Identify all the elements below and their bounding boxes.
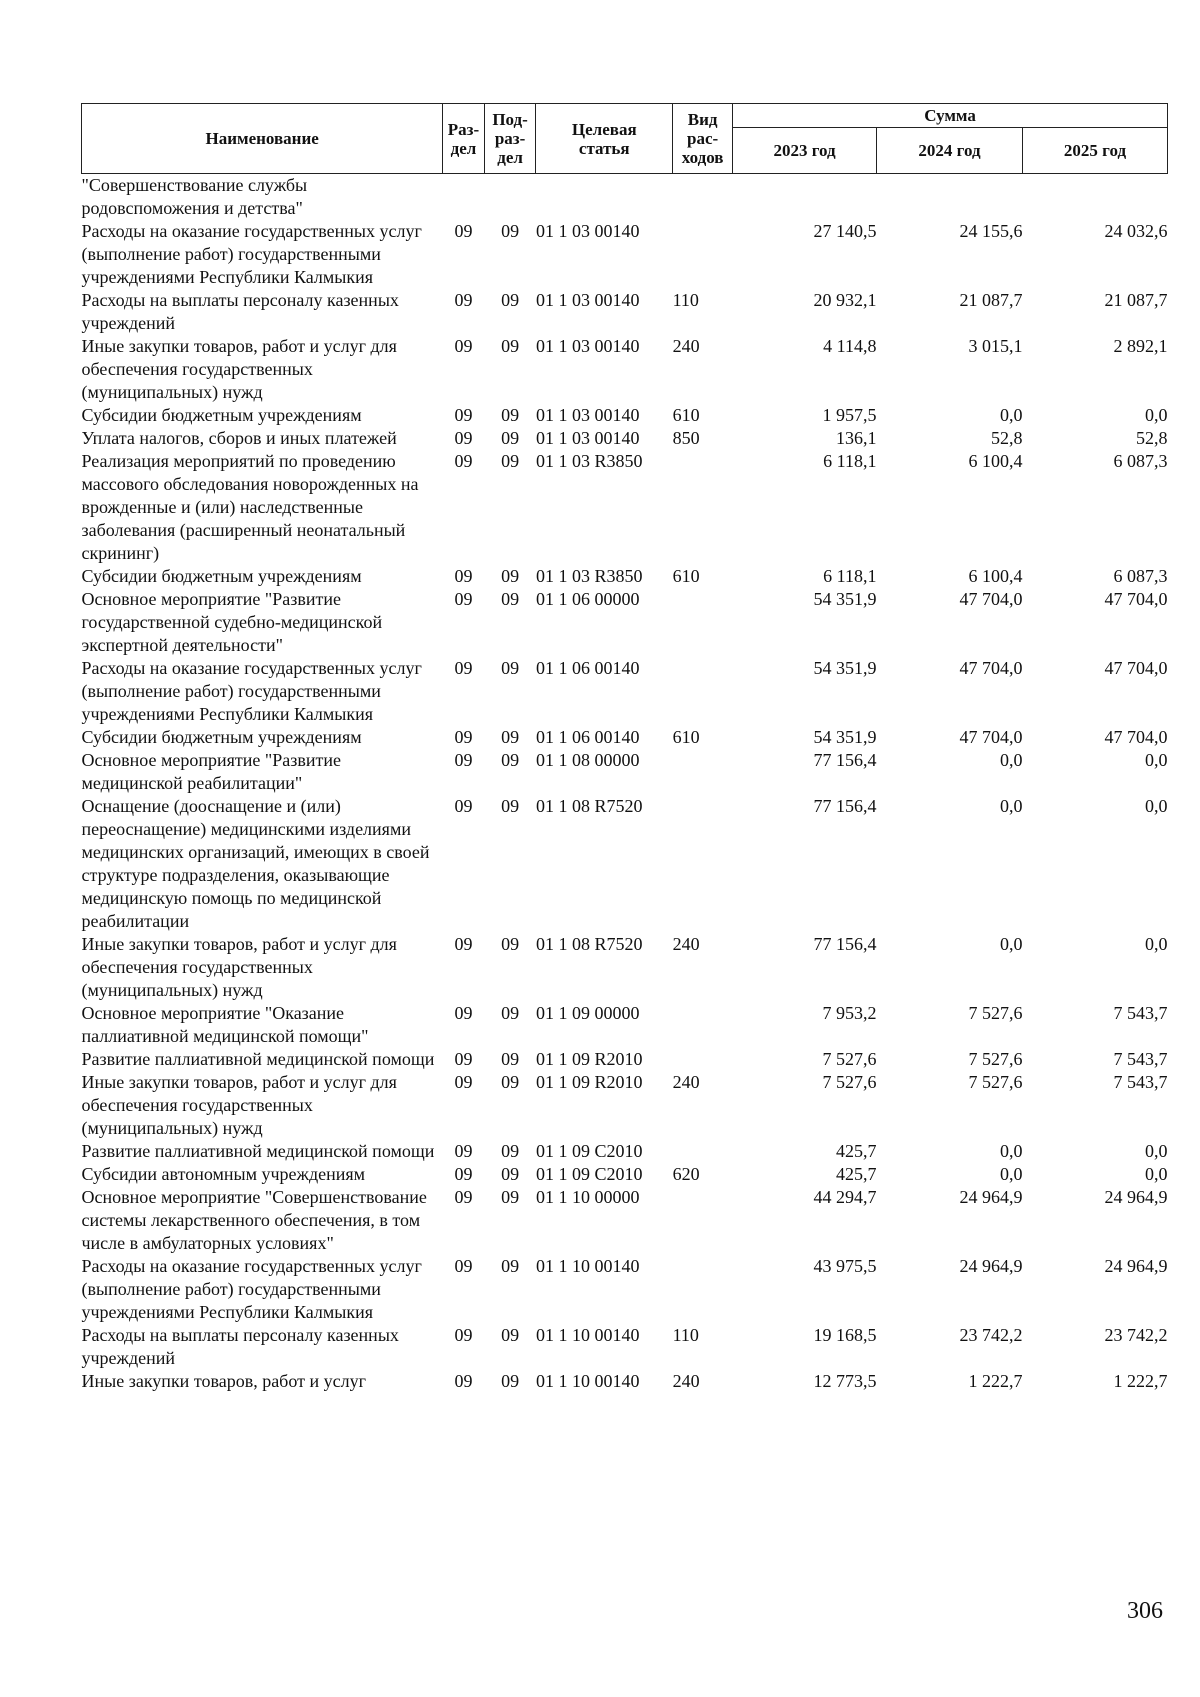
row-podrazdel: 09 (501, 336, 520, 356)
row-sum-2024: 0,0 (999, 1141, 1023, 1161)
row-sum-2024: 7 527,6 (968, 1049, 1023, 1069)
row-podrazdel: 09 (501, 1164, 520, 1184)
row-sum-2025: 24 964,9 (1104, 1256, 1168, 1276)
row-target: 01 1 08 R7520 (535, 934, 643, 954)
row-razdel: 09 (454, 405, 473, 425)
row-target: 01 1 09 C2010 (535, 1141, 643, 1161)
header-vid: Вид рас- ходов (673, 104, 733, 174)
row-sum-2023: 43 975,5 (813, 1256, 877, 1276)
row-vid (673, 1186, 733, 1255)
row-name: Иные закупки товаров, работ и услуг для обеспечения государственных (муниципальных) нужд (81, 336, 397, 402)
row-razdel: 09 (454, 1164, 473, 1184)
header-target: Целевая статья (536, 104, 673, 174)
row-name: Иные закупки товаров, работ и услуг для обеспечения государственных (муниципальных) нужд (81, 1072, 397, 1138)
row-sum-2023: 54 351,9 (813, 727, 877, 747)
row-sum-2024: 0,0 (999, 1164, 1023, 1184)
row-sum-2025: 2 892,1 (1113, 336, 1168, 356)
row-name: Развитие паллиативной медицинской помощи (81, 1049, 435, 1069)
row-target: 01 1 03 00140 (535, 290, 640, 310)
row-sum-2024: 7 527,6 (968, 1072, 1023, 1092)
row-name: Субсидии бюджетным учреждениям (81, 727, 362, 747)
row-razdel: 09 (454, 1325, 473, 1345)
row-sum-2024: 0,0 (999, 750, 1023, 770)
row-podrazdel (484, 174, 536, 221)
row-podrazdel: 09 (501, 727, 520, 747)
row-sum-2025: 7 543,7 (1113, 1003, 1168, 1023)
row-name: Субсидии автономным учреждениям (81, 1164, 366, 1184)
row-sum-2024: 3 015,1 (968, 336, 1023, 356)
row-target: 01 1 03 00140 (535, 428, 640, 448)
table-row (82, 450, 1168, 565)
row-podrazdel: 09 (501, 1187, 520, 1207)
row-target: 01 1 08 00000 (535, 750, 640, 770)
table-row (82, 404, 1168, 427)
row-sum-2025: 7 543,7 (1113, 1049, 1168, 1069)
row-razdel: 09 (454, 1371, 473, 1391)
row-podrazdel: 09 (501, 1256, 520, 1276)
table-row (82, 1140, 1168, 1163)
row-sum-2023: 1 957,5 (822, 405, 877, 425)
row-target: 01 1 03 00140 (535, 221, 640, 241)
row-razdel: 09 (454, 796, 473, 816)
row-sum-2024: 24 964,9 (959, 1187, 1023, 1207)
row-sum-2023 (733, 174, 877, 221)
row-podrazdel: 09 (501, 1049, 520, 1069)
row-sum-2025: 24 032,6 (1104, 221, 1168, 241)
row-name: Основное мероприятие "Оказание паллиативной медицинской помощи" (81, 1003, 369, 1046)
row-podrazdel: 09 (501, 750, 520, 770)
row-target: 01 1 06 00140 (535, 727, 640, 747)
row-podrazdel: 09 (501, 1141, 520, 1161)
table-row (82, 749, 1168, 795)
row-razdel: 09 (454, 290, 473, 310)
row-sum-2024: 0,0 (999, 796, 1023, 816)
row-sum-2025: 7 543,7 (1113, 1072, 1168, 1092)
row-razdel: 09 (454, 566, 473, 586)
row-razdel: 09 (454, 336, 473, 356)
row-sum-2023: 12 773,5 (813, 1371, 877, 1391)
table-row (82, 726, 1168, 749)
table-row (82, 1048, 1168, 1071)
row-sum-2023: 77 156,4 (813, 750, 877, 770)
row-sum-2023: 7 953,2 (822, 1003, 877, 1023)
row-sum-2024: 6 100,4 (968, 566, 1023, 586)
row-name: Расходы на оказание государственных услуг (выполнение работ) государственными учреждениями Республики Калмыкия (81, 221, 422, 287)
table-row (82, 1071, 1168, 1140)
row-podrazdel: 09 (501, 428, 520, 448)
row-sum-2023: 27 140,5 (813, 221, 877, 241)
row-name: Субсидии бюджетным учреждениям (81, 405, 362, 425)
row-sum-2025: 47 704,0 (1104, 727, 1168, 747)
row-sum-2024: 47 704,0 (959, 658, 1023, 678)
row-sum-2025: 47 704,0 (1104, 589, 1168, 609)
row-target: 01 1 10 00140 (535, 1371, 640, 1391)
row-sum-2023: 19 168,5 (813, 1325, 877, 1345)
table-row (82, 1002, 1168, 1048)
row-sum-2023: 54 351,9 (813, 589, 877, 609)
header-name: Наименование (82, 104, 443, 174)
table-row (82, 427, 1168, 450)
row-sum-2023: 54 351,9 (813, 658, 877, 678)
row-name: Основное мероприятие "Совершенствование системы лекарственного обеспечения, в том числе в амбулаторных условиях" (81, 1187, 427, 1253)
table-row (82, 1163, 1168, 1186)
row-sum-2024: 0,0 (999, 405, 1023, 425)
row-target: 01 1 10 00140 (535, 1325, 640, 1345)
row-sum-2024 (877, 174, 1023, 221)
page-number: 306 (1127, 1598, 1163, 1624)
budget-table (81, 103, 1168, 1393)
row-target: 01 1 09 R2010 (535, 1049, 643, 1069)
row-vid (673, 1048, 733, 1071)
row-sum-2023: 425,7 (836, 1141, 877, 1161)
row-sum-2025: 24 964,9 (1104, 1187, 1168, 1207)
row-sum-2025: 0,0 (1145, 1141, 1168, 1161)
table-row (82, 1370, 1168, 1393)
row-name: Основное мероприятие "Развитие государственной судебно-медицинской экспертной деятельности" (81, 589, 383, 655)
table-row (82, 220, 1168, 289)
header-year-2024: 2024 год (877, 128, 1023, 174)
table-row (82, 174, 1168, 221)
row-podrazdel: 09 (501, 290, 520, 310)
row-name: Реализация мероприятий по проведению массового обследования новорожденных на врожденные и (или) наследственные заболевания (расширенный неонатальный скрининг) (81, 451, 419, 563)
row-vid: 240 (672, 1371, 700, 1391)
row-name: Уплата налогов, сборов и иных платежей (81, 428, 397, 448)
row-name: Расходы на выплаты персоналу казенных учреждений (81, 1325, 399, 1368)
row-razdel: 09 (454, 1049, 473, 1069)
row-podrazdel: 09 (501, 658, 520, 678)
row-name: Иные закупки товаров, работ и услуг (81, 1371, 366, 1391)
header-year-2023: 2023 год (733, 128, 877, 174)
row-sum-2025: 0,0 (1145, 934, 1168, 954)
row-vid: 110 (672, 290, 699, 310)
row-razdel: 09 (454, 428, 473, 448)
row-sum-2025: 23 742,2 (1104, 1325, 1168, 1345)
row-vid: 240 (672, 934, 700, 954)
row-sum-2023: 136,1 (836, 428, 877, 448)
row-sum-2024: 23 742,2 (959, 1325, 1023, 1345)
table-header (82, 104, 1168, 174)
row-podrazdel: 09 (501, 1003, 520, 1023)
row-sum-2024: 0,0 (999, 934, 1023, 954)
row-target: 01 1 09 C2010 (535, 1164, 643, 1184)
row-vid (673, 220, 733, 289)
table-row (82, 795, 1168, 933)
row-razdel: 09 (454, 727, 473, 747)
row-vid: 610 (672, 727, 700, 747)
row-razdel: 09 (454, 1003, 473, 1023)
row-podrazdel: 09 (501, 221, 520, 241)
row-vid (673, 1140, 733, 1163)
row-sum-2023: 425,7 (836, 1164, 877, 1184)
row-vid: 610 (672, 566, 700, 586)
table-row (82, 1186, 1168, 1255)
row-vid (673, 795, 733, 933)
row-razdel: 09 (454, 1141, 473, 1161)
row-name: Основное мероприятие "Развитие медицинской реабилитации" (81, 750, 341, 793)
row-razdel: 09 (454, 1187, 473, 1207)
row-sum-2023: 7 527,6 (822, 1049, 877, 1069)
row-name: "Совершенствование службы родовспоможения и детства" (81, 175, 308, 218)
row-name: Расходы на выплаты персоналу казенных учреждений (81, 290, 399, 333)
row-podrazdel: 09 (501, 934, 520, 954)
row-name: Расходы на оказание государственных услуг (выполнение работ) государственными учреждениями Республики Калмыкия (81, 1256, 422, 1322)
row-target: 01 1 09 R2010 (535, 1072, 643, 1092)
row-target: 01 1 09 00000 (535, 1003, 640, 1023)
row-sum-2023: 77 156,4 (813, 796, 877, 816)
row-razdel: 09 (454, 658, 473, 678)
row-razdel (443, 174, 484, 221)
row-sum-2025: 21 087,7 (1104, 290, 1168, 310)
row-vid (673, 749, 733, 795)
table-row (82, 933, 1168, 1002)
row-podrazdel: 09 (501, 1371, 520, 1391)
row-vid (673, 1255, 733, 1324)
row-sum-2025: 6 087,3 (1113, 451, 1168, 471)
row-sum-2023: 7 527,6 (822, 1072, 877, 1092)
row-name: Субсидии бюджетным учреждениям (81, 566, 362, 586)
row-podrazdel: 09 (501, 451, 520, 471)
row-sum-2023: 4 114,8 (823, 336, 877, 356)
row-sum-2025: 47 704,0 (1104, 658, 1168, 678)
header-podrazdel: Под- раз- дел (484, 104, 536, 174)
table-row (82, 657, 1168, 726)
row-vid: 610 (672, 405, 700, 425)
row-target: 01 1 03 R3850 (535, 451, 643, 471)
row-sum-2024: 24 155,6 (959, 221, 1023, 241)
row-vid: 240 (672, 336, 700, 356)
row-podrazdel: 09 (501, 566, 520, 586)
header-year-2025: 2025 год (1022, 128, 1167, 174)
row-podrazdel: 09 (501, 405, 520, 425)
row-vid (673, 1002, 733, 1048)
row-sum-2024: 47 704,0 (959, 589, 1023, 609)
row-name: Развитие паллиативной медицинской помощи (81, 1141, 435, 1161)
row-sum-2023: 44 294,7 (813, 1187, 877, 1207)
row-target: 01 1 06 00140 (535, 658, 640, 678)
table-row (82, 289, 1168, 335)
row-name: Иные закупки товаров, работ и услуг для обеспечения государственных (муниципальных) нужд (81, 934, 397, 1000)
row-target (536, 174, 673, 221)
row-target: 01 1 03 00140 (535, 336, 640, 356)
row-sum-2023: 77 156,4 (813, 934, 877, 954)
row-sum-2025: 52,8 (1136, 428, 1168, 448)
row-sum-2025: 0,0 (1145, 750, 1168, 770)
table-row (82, 1255, 1168, 1324)
row-razdel: 09 (454, 221, 473, 241)
row-vid (673, 450, 733, 565)
row-razdel: 09 (454, 1072, 473, 1092)
row-sum-2024: 6 100,4 (968, 451, 1023, 471)
row-sum-2023: 20 932,1 (813, 290, 877, 310)
row-vid: 620 (672, 1164, 700, 1184)
row-name: Оснащение (дооснащение и (или) переоснащение) медицинскими изделиями медицинских организаций, имеющих в своей структуре подразделения, оказывающие медицинскую помощь по медицинской реабилитации (81, 796, 430, 931)
row-vid (673, 174, 733, 221)
row-razdel: 09 (454, 451, 473, 471)
row-sum-2025: 0,0 (1145, 796, 1168, 816)
row-vid: 240 (672, 1072, 700, 1092)
row-podrazdel: 09 (501, 796, 520, 816)
header-razdel: Раз- дел (443, 104, 484, 174)
row-target: 01 1 10 00000 (535, 1187, 640, 1207)
row-name: Расходы на оказание государственных услуг (выполнение работ) государственными учреждениями Республики Калмыкия (81, 658, 422, 724)
table-row (82, 1324, 1168, 1370)
row-target: 01 1 03 00140 (535, 405, 640, 425)
row-sum-2024: 47 704,0 (959, 727, 1023, 747)
row-razdel: 09 (454, 934, 473, 954)
row-podrazdel: 09 (501, 1325, 520, 1345)
row-sum-2025: 0,0 (1145, 405, 1168, 425)
table-row (82, 335, 1168, 404)
row-vid (673, 657, 733, 726)
row-sum-2024: 1 222,7 (968, 1371, 1023, 1391)
row-sum-2025 (1022, 174, 1167, 221)
row-sum-2024: 52,8 (990, 428, 1023, 448)
row-target: 01 1 03 R3850 (535, 566, 643, 586)
row-vid: 850 (672, 428, 700, 448)
row-sum-2023: 6 118,1 (823, 451, 877, 471)
row-sum-2025: 0,0 (1145, 1164, 1168, 1184)
row-podrazdel: 09 (501, 589, 520, 609)
header-sum: Сумма (733, 104, 1168, 128)
row-vid (673, 588, 733, 657)
row-sum-2025: 1 222,7 (1113, 1371, 1168, 1391)
row-sum-2025: 6 087,3 (1113, 566, 1168, 586)
row-vid: 110 (672, 1325, 699, 1345)
row-razdel: 09 (454, 589, 473, 609)
row-sum-2024: 21 087,7 (959, 290, 1023, 310)
row-podrazdel: 09 (501, 1072, 520, 1092)
row-target: 01 1 08 R7520 (535, 796, 643, 816)
row-razdel: 09 (454, 1256, 473, 1276)
row-target: 01 1 06 00000 (535, 589, 640, 609)
table-row (82, 588, 1168, 657)
row-sum-2023: 6 118,1 (823, 566, 877, 586)
row-target: 01 1 10 00140 (535, 1256, 640, 1276)
row-razdel: 09 (454, 750, 473, 770)
table-body (82, 174, 1168, 1394)
table-row (82, 565, 1168, 588)
row-sum-2024: 7 527,6 (968, 1003, 1023, 1023)
row-sum-2024: 24 964,9 (959, 1256, 1023, 1276)
